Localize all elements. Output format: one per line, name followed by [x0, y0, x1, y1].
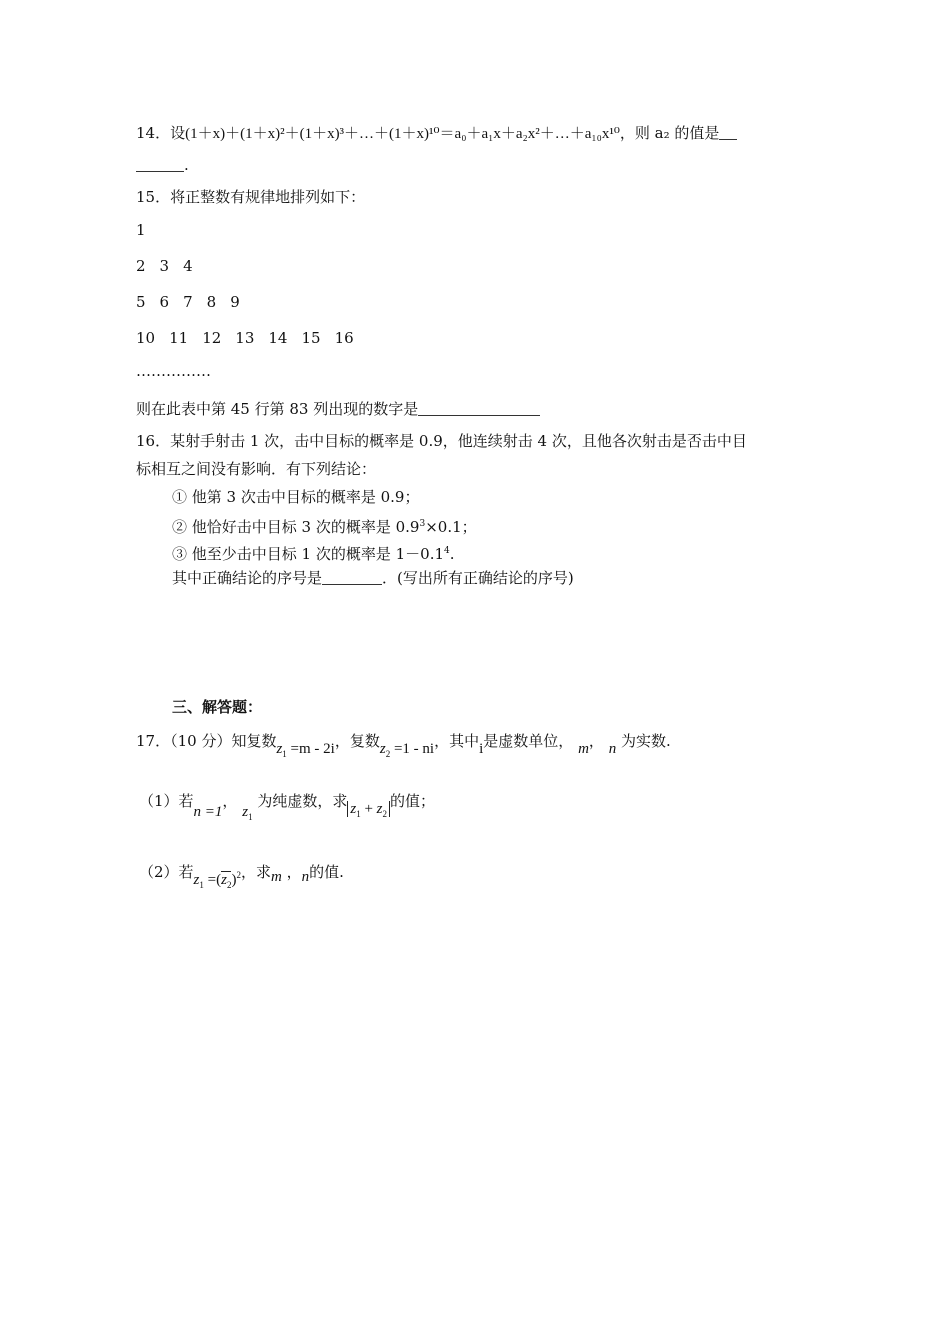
q15-number: 16 — [334, 329, 354, 347]
q16-item-2-exponent: 3 — [419, 519, 426, 529]
q17-n: n — [608, 741, 617, 757]
section-3-title: 三、解答题： — [172, 698, 263, 716]
q15-number: 2 — [136, 257, 146, 275]
q15-number: 5 — [136, 293, 146, 311]
q17-2-label: （2）若 — [139, 863, 194, 881]
q15-question-text: 则在此表中第 45 行第 83 列出现的数字是 — [136, 400, 419, 418]
q17-2-z1: z — [193, 872, 200, 888]
q17-z2-eq: =1 - ni — [393, 741, 435, 757]
q17-2-z1-sub: 1 — [199, 880, 204, 890]
q16-item-3-exponent: 4 — [444, 546, 450, 556]
q17-1-end: 的值； — [390, 792, 436, 810]
q15-dots: …………… — [136, 362, 211, 380]
q14-answer-blank[interactable] — [719, 125, 737, 140]
q16-item-2-text-end: ×0.1； — [425, 518, 477, 536]
question-17-part-2 — [139, 858, 344, 888]
q17-mid-2: ，其中 — [434, 732, 480, 750]
q17-1-abs-z1-sub: 1 — [356, 809, 361, 819]
q15-number: 15 — [301, 329, 321, 347]
q15-number: 6 — [159, 293, 170, 311]
q17-z1-eq: =m - 2i — [290, 741, 335, 757]
q15-number: 10 — [136, 329, 156, 347]
q17-z2-sub: 2 — [385, 749, 391, 759]
q15-row-4 — [136, 328, 368, 348]
q15-number: 11 — [169, 329, 189, 347]
q17-end: 为实数. — [620, 732, 671, 750]
q17-2-n: n — [301, 869, 310, 885]
q15-row-3 — [136, 292, 254, 312]
q17-2-text: ，求 — [240, 863, 271, 881]
q17-2-m: m — [270, 869, 282, 885]
q16-answer-blank[interactable] — [322, 570, 382, 585]
q17-z1-formula — [276, 741, 334, 757]
q15-number: 9 — [230, 293, 240, 311]
q16-item-2 — [172, 514, 477, 537]
q17-1-z1-var: z — [242, 804, 249, 820]
q17-1-comma: ， — [222, 792, 238, 810]
q17-m: m — [578, 741, 589, 757]
q17-1-abs-expression — [347, 801, 390, 817]
q17-i: i — [479, 741, 484, 757]
q16-item-3-text: ③ 他至少击中目标 1 次的概率是 1－0.1 — [172, 545, 445, 563]
q15-number: 4 — [183, 257, 193, 275]
q15-row-2 — [136, 256, 207, 276]
question-15-stem: 15．将正整数有规律地排列如下： — [136, 188, 366, 206]
q17-z2-formula — [380, 741, 434, 757]
q17-1-z1-sub: 1 — [248, 812, 253, 822]
q14-end: . — [184, 156, 189, 174]
q17-1-abs-z1: z — [350, 801, 357, 817]
q17-2-eq: = — [207, 872, 217, 888]
q16-item-3 — [172, 541, 455, 564]
q15-question — [136, 399, 540, 419]
q15-number: 3 — [159, 257, 170, 275]
q17-z1-sub: 1 — [282, 749, 287, 759]
question-17-part-1 — [139, 791, 436, 822]
q14-answer-blank-cont[interactable] — [136, 157, 184, 172]
q17-1-text: 为纯虚数，求 — [257, 792, 348, 810]
q17-1-z1 — [242, 804, 252, 820]
q17-1-abs-z2-sub: 2 — [382, 809, 388, 819]
q17-1-label: （1）若 — [139, 792, 194, 810]
q15-number: 7 — [183, 293, 193, 311]
q16-item-1: ① 他第 3 次击中目标的概率是 0.9； — [172, 488, 420, 506]
q16-item-3-end: . — [449, 545, 455, 563]
q16-conclusion-note: ．(写出所有正确结论的序号) — [382, 569, 574, 587]
q15-number: 13 — [235, 329, 255, 347]
question-17 — [136, 731, 671, 757]
q17-2-conjugate — [221, 871, 231, 888]
q17-mid-1: ，复数 — [334, 732, 380, 750]
q17-2-z2-sub: 2 — [226, 880, 232, 890]
q15-number: 1 — [136, 221, 146, 239]
q17-2-comma: ， — [286, 863, 302, 881]
q17-z1: z — [276, 741, 283, 757]
q17-z2: z — [379, 741, 386, 757]
q15-answer-blank[interactable] — [418, 401, 540, 416]
q17-2-sup: 2 — [236, 870, 241, 880]
q16-conclusion-text: 其中正确结论的序号是 — [172, 569, 323, 587]
q17-mid-3: 是虚数单位， — [483, 732, 574, 750]
q16-stem-line-2: 标相互之间没有影响．有下列结论： — [136, 460, 377, 478]
q17-1-condition: n =1 — [193, 804, 223, 820]
q17-2-z2: z — [221, 872, 227, 888]
q17-prefix: 17．（10 分）知复数 — [136, 732, 277, 750]
q17-2-end: 的值. — [309, 863, 344, 881]
q17-2-formula: $z_1 =(z_2)^2$ — [193, 870, 241, 890]
q16-conclusion — [172, 568, 574, 588]
q14-suffix: ，则 a₂ 的值是 — [619, 124, 720, 142]
q17-1-abs-z2: z — [376, 801, 383, 817]
q17-comma: ， — [588, 732, 604, 750]
q16-stem-line-1: 16．某射手射击 1 次，击中目标的概率是 0.9，他连续射击 4 次，且他各次射击是否击中目 — [136, 432, 747, 450]
question-14-cont — [136, 155, 189, 175]
q14-prefix: 14．设 — [136, 124, 186, 142]
q15-number: 12 — [202, 329, 222, 347]
q15-row-1 — [136, 220, 160, 240]
q16-item-2-text: ② 他恰好击中目标 3 次的概率是 0.9 — [172, 518, 420, 536]
q15-number: 8 — [206, 293, 217, 311]
q14-expression: (1＋x)＋(1＋x)²＋(1＋x)³＋…＋(1＋x)¹⁰＝a₀＋a₁x＋a₂x²＋…＋a₁₀x¹⁰ — [185, 126, 620, 142]
q17-1-abs-plus: + — [360, 801, 377, 817]
q15-number: 14 — [268, 329, 288, 347]
question-14 — [136, 123, 737, 144]
